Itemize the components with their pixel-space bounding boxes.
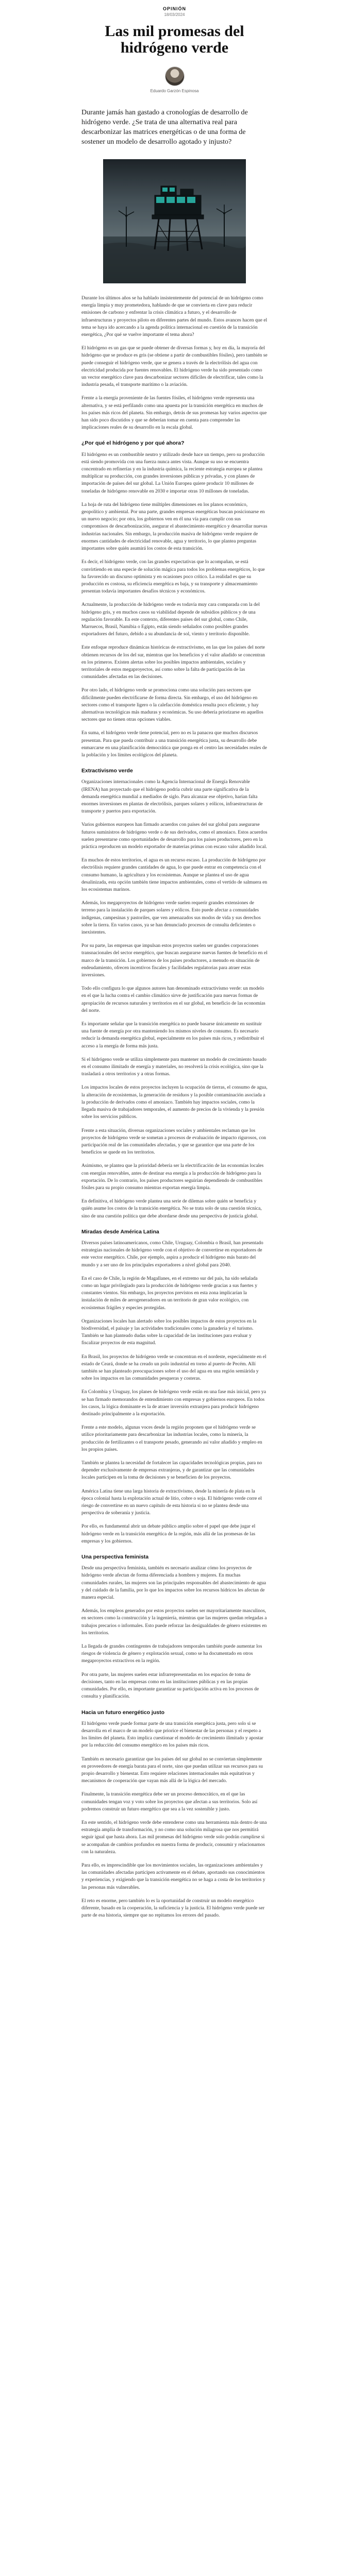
body-paragraph: También es necesario garantizar que los países del sur global no se conviertan simplemente en proveedores de energía barata para el norte, sino que puedan utilizar sus recursos para su propio desarrollo y bienestar. Esto requiere relaciones internacionales más equitativas y mecanismos de cooperación que vayan más allá de la lógica del mercado. <box>81 1756 263 1784</box>
body-paragraph: En suma, el hidrógeno verde tiene potencial, pero no es la panacea que muchos discursos presentan. Para que pueda contribuir a una transición energética justa, su desarrollo debe enmarcarse en una planificación democrática que ponga en el centro las necesidades reales de la población y los límites ecológicos del planeta. <box>81 730 267 758</box>
section-heading: Hacia un futuro energético justo <box>81 1709 165 1716</box>
article-header <box>0 0 349 93</box>
section-heading: Extractivismo verde <box>81 768 133 774</box>
body-paragraph: Por otro lado, el hidrógeno verde se promociona como una solución para sectores que difícilmente pueden electrificarse de forma directa. Sin embargo, el uso del hidrógeno en sectores como el transporte ligero o la calefacción doméstica resulta poco eficiente, y hay alternativas tecnológicas más maduras y económicas. Su uso debería priorizarse en aquellos sectores que no tienen otras opciones viables. <box>81 687 263 723</box>
body-paragraph: En definitiva, el hidrógeno verde plantea una serie de dilemas sobre quién se beneficia y quién asume los costos de la transición energética. No se trata solo de una cuestión técnica, sino de una cuestión política que debe abordarse desde una perspectiva de justicia global. <box>81 1198 262 1219</box>
body-paragraph: En Colombia y Uruguay, los planes de hidrógeno verde están en una fase más inicial, pero ya se han firmado memorandos de entendimiento con empresas y gobiernos europeos. En todos los casos, la lógica dominante es la de atraer inversión extranjera para producir hidrógeno destinado principalmente a la exportación. <box>81 1389 266 1417</box>
body-paragraph: Por otra parte, las mujeres suelen estar infrarrepresentadas en los espacios de toma de decisiones, tanto en las empresas como en las instituciones públicas y en las propias comunidades. Por ello, es importante garantizar su participación activa en los procesos de consulta y planificación. <box>81 1671 259 1700</box>
body-paragraph: Durante los últimos años se ha hablado insistentemente del potencial de un hidrógeno como energía limpia y muy prometedora, hablando de que se convierta en clave para reducir emisiones de carbono y enfrentar la crisis climática a futuro, y el desarrollo de infraestructuras y proyectos piloto en diferentes partes del mundo. Estos avances hacen que el tema se haya ido acercando a la agenda política internacional en cuestión de la transición energética, ¿Por qué se vuelve importante el tema ahora? <box>81 295 268 338</box>
body-paragraph: Si el hidrógeno verde se utiliza simplemente para mantener un modelo de crecimiento basado en el consumo ilimitado de energía y materiales, no resolverá la crisis ecológica, sino que la trasladará a otros territorios y a otras formas. <box>81 1056 267 1077</box>
article-lead: Durante jamás han gastado a cronologías de desarrollo de hidrógeno verde. ¿Se trata de una alternativa real para descarbonizar las matrices energéticas o de una forma de sostener un modelo de desarrollo agotado y injusto? <box>81 109 248 146</box>
body-paragraph: América Latina tiene una larga historia de extractivismo, desde la minería de plata en la época colonial hasta la explotación actual de litio, cobre o soja. El hidrógeno verde corre el riesgo de convertirse en un nuevo capítulo de esta historia si no se plantea desde una perspectiva de soberanía y justicia. <box>81 1488 262 1516</box>
body-paragraph: El reto es enorme, pero también lo es la oportunidad de construir un modelo energético diferente, basado en la cooperación, la suficiencia y la justicia. El hidrógeno verde puede ser parte de esa historia, siempre que no repitamos los errores del pasado. <box>81 1897 265 1919</box>
body-paragraph: Asimismo, se plantea que la prioridad debería ser la electrificación de las economías locales con energías renovables, antes de destinar esa energía a la producción de hidrógeno para la exportación. De lo contrario, los países productores seguirían dependiendo de combustibles fósiles para su propio consumo mientras exportan energía limpia. <box>81 1163 264 1191</box>
body-paragraph: En el caso de Chile, la región de Magallanes, en el extremo sur del país, ha sido señalada como un lugar privilegiado para la producción de hidrógeno verde gracias a sus fuertes y constantes vientos. Sin embargo, los proyectos previstos en esta zona implicarían la instalación de miles de aerogeneradores en un territorio de gran valor ecológico, con ecosistemas frágiles y especies protegidas. <box>81 1275 258 1311</box>
body-paragraph: Frente a la energía proveniente de las fuentes fósiles, el hidrógeno verde representa una alternativa, y se está perfilando como una apuesta por la transición energética en muchos de los países más ricos del planeta. Sin embargo, detrás de sus promesas hay varios aspectos que han sido poco discutidos y que se deberían tomar en cuenta para comprender las implicaciones reales de su desarrollo en la escala global. <box>81 395 267 431</box>
body-paragraph: Desde una perspectiva feminista, también es necesario analizar cómo los proyectos de hidrógeno verde afectan de forma diferenciada a hombres y mujeres. En muchas comunidades rurales, las mujeres son las principales responsables del abastecimiento de agua y del cuidado de la familia, por lo que los impactos sobre los recursos hídricos les afectan de manera especial. <box>81 1565 267 1601</box>
body-paragraph: Este enfoque reproduce dinámicas históricas de extractivismo, en las que los países del norte obtienen recursos de los del sur, mientras que los beneficios y el valor añadido se concentran en los primeros. Existen alertas sobre los posibles impactos ambientales, sociales y territoriales de estos megaproyectos, así como sobre la falta de participación de las comunidades afectadas en las decisiones. <box>81 645 265 680</box>
body-paragraph: Además, los empleos generados por estos proyectos suelen ser mayoritariamente masculinos, en sectores como la construcción y la ingeniería, mientras que las mujeres quedan relegadas a trabajos precarios o informales. Esto puede reforzar las desigualdades de género existentes en los territorios. <box>81 1608 267 1636</box>
body-paragraph: Todo ello configura lo que algunos autores han denominado extractivismo verde: un modelo en el que la lucha contra el cambio climático sirve de justificación para nuevas formas de apropiación de recursos naturales y territorios en el sur global, en beneficio de las economías del norte. <box>81 986 265 1013</box>
publish-date: 18/03/2024 <box>164 12 185 17</box>
body-paragraph: El hidrógeno es un combustible neutro y utilizado desde hace un tiempo, pero su producción está siendo promovida con una fuerza nunca antes vista. Aunque su uso se encuentra concentrado en refinerías y en la industria química, la reciente estrategia europea se plantea multiplicar su producción, con grandes inversiones públicas y privadas, y con planes de importación de países del sur global. La Unión Europea quiere producir 10 millones de toneladas de hidrógeno renovable en 2030 e importar otras 10 millones de toneladas. <box>81 451 265 494</box>
body-paragraph: En muchos de estos territorios, el agua es un recurso escaso. La producción de hidrógeno por electrólisis requiere grandes cantidades de agua, lo que puede entrar en competencia con el consumo humano, la agricultura y los ecosistemas. Aunque se plantea el uso de agua desalinizada, esta opción también tiene impactos ambientales, como el vertido de salmuera en los ecosistemas marinos. <box>81 857 268 893</box>
body-paragraph: El hidrógeno verde puede formar parte de una transición energética justa, pero solo si se desarrolla en el marco de un modelo que priorice el bienestar de las personas y el respeto a los límites del planeta. Esto implica cuestionar el modelo de crecimiento ilimitado y apostar por la reducción del consumo energético en los países más ricos. <box>81 1720 263 1749</box>
section-tag[interactable]: OPINIÓN <box>162 6 186 11</box>
body-paragraph: En Brasil, los proyectos de hidrógeno verde se concentran en el nordeste, especialmente en el estado de Ceará, donde se ha creado un polo industrial en torno al puerto de Pecém. Allí también se han planteado preocupaciones sobre el uso del agua en una región semiárida y sobre los impactos en las comunidades pesqueras y costeras. <box>81 1353 267 1382</box>
body-paragraph: Es importante señalar que la transición energética no puede basarse únicamente en sustituir una fuente de energía por otra manteniendo los mismos niveles de consumo. Es necesario reducir la demanda energética global, especialmente en los países más ricos, y redistribuir el acceso a la energía de forma más justa. <box>81 1021 264 1049</box>
body-paragraph: Por ello, es fundamental abrir un debate público amplio sobre el papel que debe jugar el hidrógeno verde en la transición energética de la región, más allá de las promesas de las empresas y los gobiernos. <box>81 1523 256 1544</box>
body-paragraph: Los impactos locales de estos proyectos incluyen la ocupación de tierras, el consumo de agua, la alteración de ecosistemas, la generación de residuos y la posible contaminación asociada a la producción de derivados como el amoniaco. También hay impactos sociales, como la llegada masiva de trabajadores temporales, el aumento de precios de la vivienda y la presión sobre los servicios públicos. <box>81 1084 268 1120</box>
body-paragraph: Organizaciones internacionales como la Agencia Internacional de Energía Renovable (IRENA) han proyectado que el hidrógeno podría cubrir una parte significativa de la demanda energética mundial a mediados de siglo. Para alcanzar ese objetivo, harían falta enormes inversiones en plantas de electrólisis, parques solares y eólicos, infraestructuras de transporte y puertos para exportación. <box>81 779 263 815</box>
body-paragraph: Para ello, es imprescindible que los movimientos sociales, las organizaciones ambientales y las comunidades afectadas participen activamente en el debate, aportando sus conocimientos y experiencias, y exigiendo que la transición energética no se haga a costa de los territorios y las personas más vulnerables. <box>81 1862 265 1890</box>
author-block <box>0 66 349 93</box>
section-heading: ¿Por qué el hidrógeno y por qué ahora? <box>81 440 185 447</box>
offshore-platform-icon <box>103 159 246 283</box>
body-paragraph: Frente a este modelo, algunas voces desde la región proponen que el hidrógeno verde se utilice prioritariamente para descarbonizar las industrias locales, como la minería, la producción de fertilizantes o el transporte pesado, generando así valor añadido y empleo en los propios países. <box>81 1425 262 1452</box>
hero-image <box>103 159 246 283</box>
section-heading: Una perspectiva feminista <box>81 1554 149 1561</box>
body-paragraph: Finalmente, la transición energética debe ser un proceso democrático, en el que las comunidades tengan voz y voto sobre los proyectos que afectan a sus territorios. Solo así podremos construir un futuro energético que sea a la vez sostenible y justo. <box>81 1791 258 1812</box>
author-name[interactable]: Eduardo Garzón Espinosa <box>150 89 199 93</box>
article-title: Las mil promesas del hidrógeno verde <box>105 23 244 56</box>
body-paragraph: En este sentido, el hidrógeno verde debe entenderse como una herramienta más dentro de una estrategia amplia de transformación, y no como una solución milagrosa que nos permitirá seguir igual que hasta ahora. Las mil promesas del hidrógeno verde solo podrán cumplirse si se acompañan de cambios profundos en nuestra forma de producir, consumir y relacionarnos con la naturaleza. <box>81 1819 267 1855</box>
body-paragraph: El hidrógeno es un gas que se puede obtener de diversas formas y, hoy en día, la mayoría del hidrógeno que se produce es gris (se obtiene a partir de combustibles fósiles), pero también se puede conseguir el hidrógeno verde, que se genera a través de la electrólisis del agua con electricidad producida por fuentes renovables. El hidrógeno verde ha sido presentado como un vector energético clave para descarbonizar sectores difíciles de electrificar, tales como la industria pesada, el transporte marítimo o la aviación. <box>81 345 268 388</box>
body-paragraph: Diversos países latinoamericanos, como Chile, Uruguay, Colombia o Brasil, han presentado estrategias nacionales de hidrógeno verde con el objetivo de convertirse en exportadores de este vector energético. Chile, por ejemplo, aspira a producir el hidrógeno más barato del mundo y a ser uno de los principales exportadores a nivel global para 2040. <box>81 1240 263 1268</box>
body-paragraph: Es decir, el hidrógeno verde, con las grandes expectativas que lo acompañan, se está convirtiendo en una especie de solución mágica para todos los problemas energéticos, lo que ha favorecido un discurso optimista y en ocasiones poco crítico. La realidad es que su producción es costosa, su eficiencia energética es baja, y su transporte y almacenamiento presentan todavía importantes desafíos técnicos y económicos. <box>81 559 265 595</box>
author-avatar <box>165 66 185 86</box>
body-paragraph: Actualmente, la producción de hidrógeno verde es todavía muy cara comparada con la del hidrógeno gris, y en muchos casos su viabilidad depende de subsidios públicos y de una regulación favorable. En este contexto, diferentes países del sur global, como Chile, Marruecos, Brasil, Namibia o Egipto, están siendo señalados como posibles grandes exportadores del futuro, debido a su abundancia de sol, viento y territorio disponible. <box>81 602 260 637</box>
body-paragraph: También se plantea la necesidad de fortalecer las capacidades tecnológicas propias, para no depender exclusivamente de empresas extranjeras, y de garantizar que las comunidades locales participen en la toma de decisiones y se beneficien de los proyectos. <box>81 1460 262 1481</box>
article-body <box>81 295 268 1919</box>
body-paragraph: Además, los megaproyectos de hidrógeno verde suelen requerir grandes extensiones de terreno para la instalación de parques solares y eólicos. Esto puede afectar a comunidades indígenas, campesinas y pastoriles, que ven amenazados sus modos de vida y sus derechos sobre la tierra. En varios casos, ya se han denunciado procesos de consulta deficientes o inexistentes. <box>81 900 261 936</box>
body-paragraph: Por su parte, las empresas que impulsan estos proyectos suelen ser grandes corporaciones transnacionales del sector energético, que buscan asegurarse nuevas fuentes de beneficio en el marco de la transición. Los gobiernos de los países productores, a menudo en situación de endeudamiento, ofrecen incentivos fiscales y facilidades regulatorias para atraer estas inversiones. <box>81 943 268 978</box>
body-paragraph: Varios gobiernos europeos han firmado acuerdos con países del sur global para asegurarse futuros suministros de hidrógeno verde o de sus derivados, como el amoniaco. Estos acuerdos suelen presentarse como oportunidades de desarrollo para los países productores, pero en la práctica reproducen un modelo exportador de materias primas con escaso valor añadido local. <box>81 822 268 850</box>
body-paragraph: La llegada de grandes contingentes de trabajadores temporales también puede aumentar los riesgos de violencia de género y explotación sexual, como se ha documentado en otros megaproyectos extractivos en la región. <box>81 1643 262 1664</box>
body-paragraph: Organizaciones locales han alertado sobre los posibles impactos de estos proyectos en la biodiversidad, el paisaje y las actividades tradicionales como la ganadería y el turismo. También se han planteado dudas sobre la capacidad de las instituciones para evaluar y fiscalizar proyectos de esta magnitud. <box>81 1318 257 1346</box>
body-paragraph: Frente a esta situación, diversas organizaciones sociales y ambientales reclaman que los proyectos de hidrógeno verde se sometan a procesos de evaluación de impacto rigurosos, con participación real de las comunidades afectadas, y que se garantice que una parte de los beneficios se quede en los territorios. <box>81 1127 267 1156</box>
section-heading: Miradas desde América Latina <box>81 1228 159 1235</box>
body-paragraph: La hoja de ruta del hidrógeno tiene múltiples dimensiones en los planos económico, geopolítico y ambiental. Por una parte, grandes empresas energéticas buscan posicionarse en un nuevo negocio; por otra, los gobiernos ven en él una vía para cumplir con sus compromisos de descarbonización, asegurar el abastecimiento energético y desarrollar nuevas industrias nacionales. Sin embargo, la producción masiva de hidrógeno verde requiere de enormes cantidades de electricidad renovable, agua y territorio, lo que plantea preguntas importantes sobre quién asumirá los costos de esta transición. <box>81 501 268 552</box>
